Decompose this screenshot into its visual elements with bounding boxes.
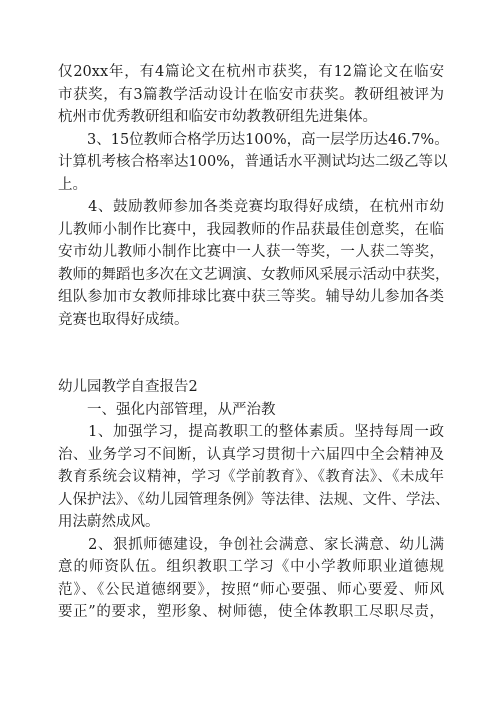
text-line: 教师的舞蹈也多次在文艺调演、女教师风采展示活动中获奖， xyxy=(58,266,450,283)
paragraph-competitions xyxy=(58,196,450,331)
text-line: 市获奖，有3篇教学活动设计在临安市获奖。教研组被评为 xyxy=(58,86,444,103)
text-line: 组队参加市女教师排球比赛中获三等奖。辅导幼儿参加各类 xyxy=(58,289,444,305)
text-line: 治、业务学习不间断，认真学习贯彻十六届四中全会精神及 xyxy=(58,446,444,463)
text-line: 用法蔚然成风。 xyxy=(58,514,160,530)
text-line: 1、加强学习，提高教职工的整体素质。坚持每周一政 xyxy=(58,424,444,440)
text-line: 3、15位教师合格学历达100%，高一层学历达46.7%。 xyxy=(58,131,449,148)
paragraph-award-papers xyxy=(58,61,444,129)
text-line: 范》、《公民道德纲要》，按照“师心要强、师心要爱、师风 xyxy=(58,581,444,598)
document-body xyxy=(58,61,450,624)
text-line: 人保护法》、《幼儿园管理条例》等法律、法规、文件、学法、 xyxy=(58,491,450,508)
text-line: 仅20xx年，有4篇论文在杭州市获奖，有12篇论文在临安 xyxy=(58,64,444,80)
text-line: 2、狠抓师德建设，争创社会满意、家长满意、幼儿满 xyxy=(58,536,444,553)
paragraph-teacher-qualifications xyxy=(58,129,449,197)
text-line: 意的师资队伍。组织教职工学习《中小学教师职业道德规 xyxy=(58,559,444,575)
section-spacer xyxy=(58,331,444,376)
text-line: 竞赛也取得好成绩。 xyxy=(58,311,189,328)
text-line: 上。 xyxy=(58,176,87,193)
text-line: 计算机考核合格率达100%，普通话水平测试均达二级乙等以 xyxy=(58,154,448,170)
text-line: 教育系统会议精神，学习《学前教育》、《教育法》、《未成年 xyxy=(58,469,444,485)
text-line: 4、鼓励教师参加各类竞赛均取得好成绩，在杭州市幼 xyxy=(58,199,444,215)
text-line: 要正”的要求，塑形象、树师德，使全体教职工尽职尽责， xyxy=(58,604,444,620)
paragraph-ethics xyxy=(58,534,444,624)
report-title: 幼儿园教学自查报告2 xyxy=(58,379,198,395)
text-line: 杭州市优秀教研组和临安市幼教教研组先进集体。 xyxy=(58,109,377,125)
text-line: 儿教师小制作比赛中，我园教师的作品获最佳创意奖，在临 xyxy=(58,221,444,238)
text-line: 安市幼儿教师小制作比赛中一人获一等奖，一人获二等奖， xyxy=(58,244,444,260)
section-heading: 一、强化内部管理，从严治教 xyxy=(58,401,276,418)
paragraph-study xyxy=(58,421,450,534)
